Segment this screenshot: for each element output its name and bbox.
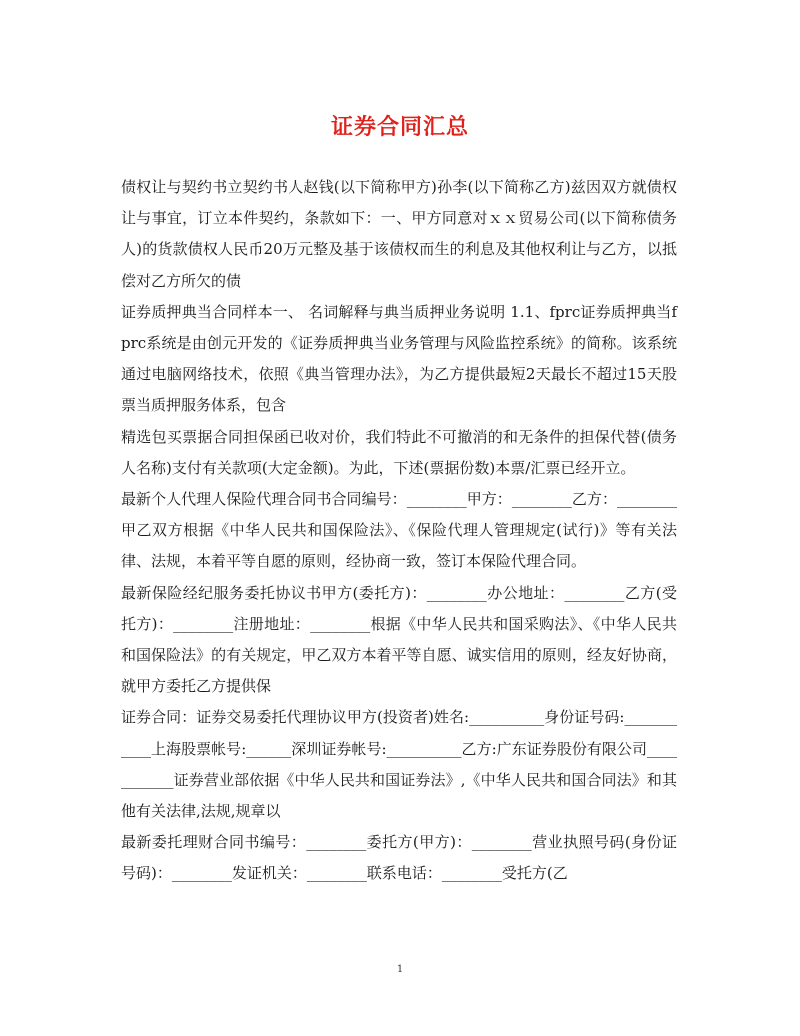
paragraph-securities-trading: 证券合同：证券交易委托代理协议甲方(投资者)姓名:__________身份证号码:___________上海股票帐号:______深圳证券帐号:__________乙方:广东证券股份有限公司___________证券营业部依据《中华人民共和国证券法》,《中华人民共和国合同法》和其他有关法律,法规,规章以 [121,708,677,821]
paragraph-bill-guarantee: 精选包买票据合同担保函已收对价，我们特此不可撤消的和无条件的担保代替(债务人名称)支付有关款项(大定金额)。为此，下述(票据份数)本票/汇票已经开立。 [121,427,677,477]
document-body [121,172,677,890]
page-number: 1 [396,964,404,975]
paragraph-insurance-agent: 最新个人代理人保险代理合同书合同编号：________甲方：________乙方：________甲乙双方根据《中华人民共和国保险法》、《保险代理人管理规定(试行)》等有关法律、法规，本着平等自愿的原则，经协商一致，签订本保险代理合同。 [121,490,677,571]
paragraph-insurance-broker: 最新保险经纪服务委托协议书甲方(委托方)：________办公地址：________乙方(受托方)：________注册地址：________根据《中华人民共和国采购法》、《中华人民共和国保险法》的有关规定，甲乙双方本着平等自愿、诚实信用的原则，经友好协商，就甲方委托乙方提供保 [121,583,677,696]
paragraph-debt-transfer: 债权让与契约书立契约书人赵钱(以下简称甲方)孙李(以下简称乙方)兹因双方就债权让与事宜，订立本件契约，条款如下：一、甲方同意对ｘｘ贸易公司(以下简称债务人)的货款债权人民币20万元整及基于该债权而生的利息及其他权利让与乙方，以抵偿对乙方所欠的债 [121,178,677,290]
paragraph-wealth-management: 最新委托理财合同书编号：________委托方(甲方)：________营业执照号码(身份证号码)：________发证机关：________联系电话：________受托方(乙 [121,833,677,883]
page-title: 证券合同汇总 [330,114,469,140]
paragraph-securities-pledge: 证券质押典当合同样本一、 名词解释与典当质押业务说明 1.1、fprc证券质押典当fprc系统是由创元开发的《证券质押典当业务管理与风险监控系统》的简称。该系统通过电脑网络技术，依照《典当管理办法》，为乙方提供最短2天最长不超过15天股票当质押服务体系，包含 [121,302,677,415]
